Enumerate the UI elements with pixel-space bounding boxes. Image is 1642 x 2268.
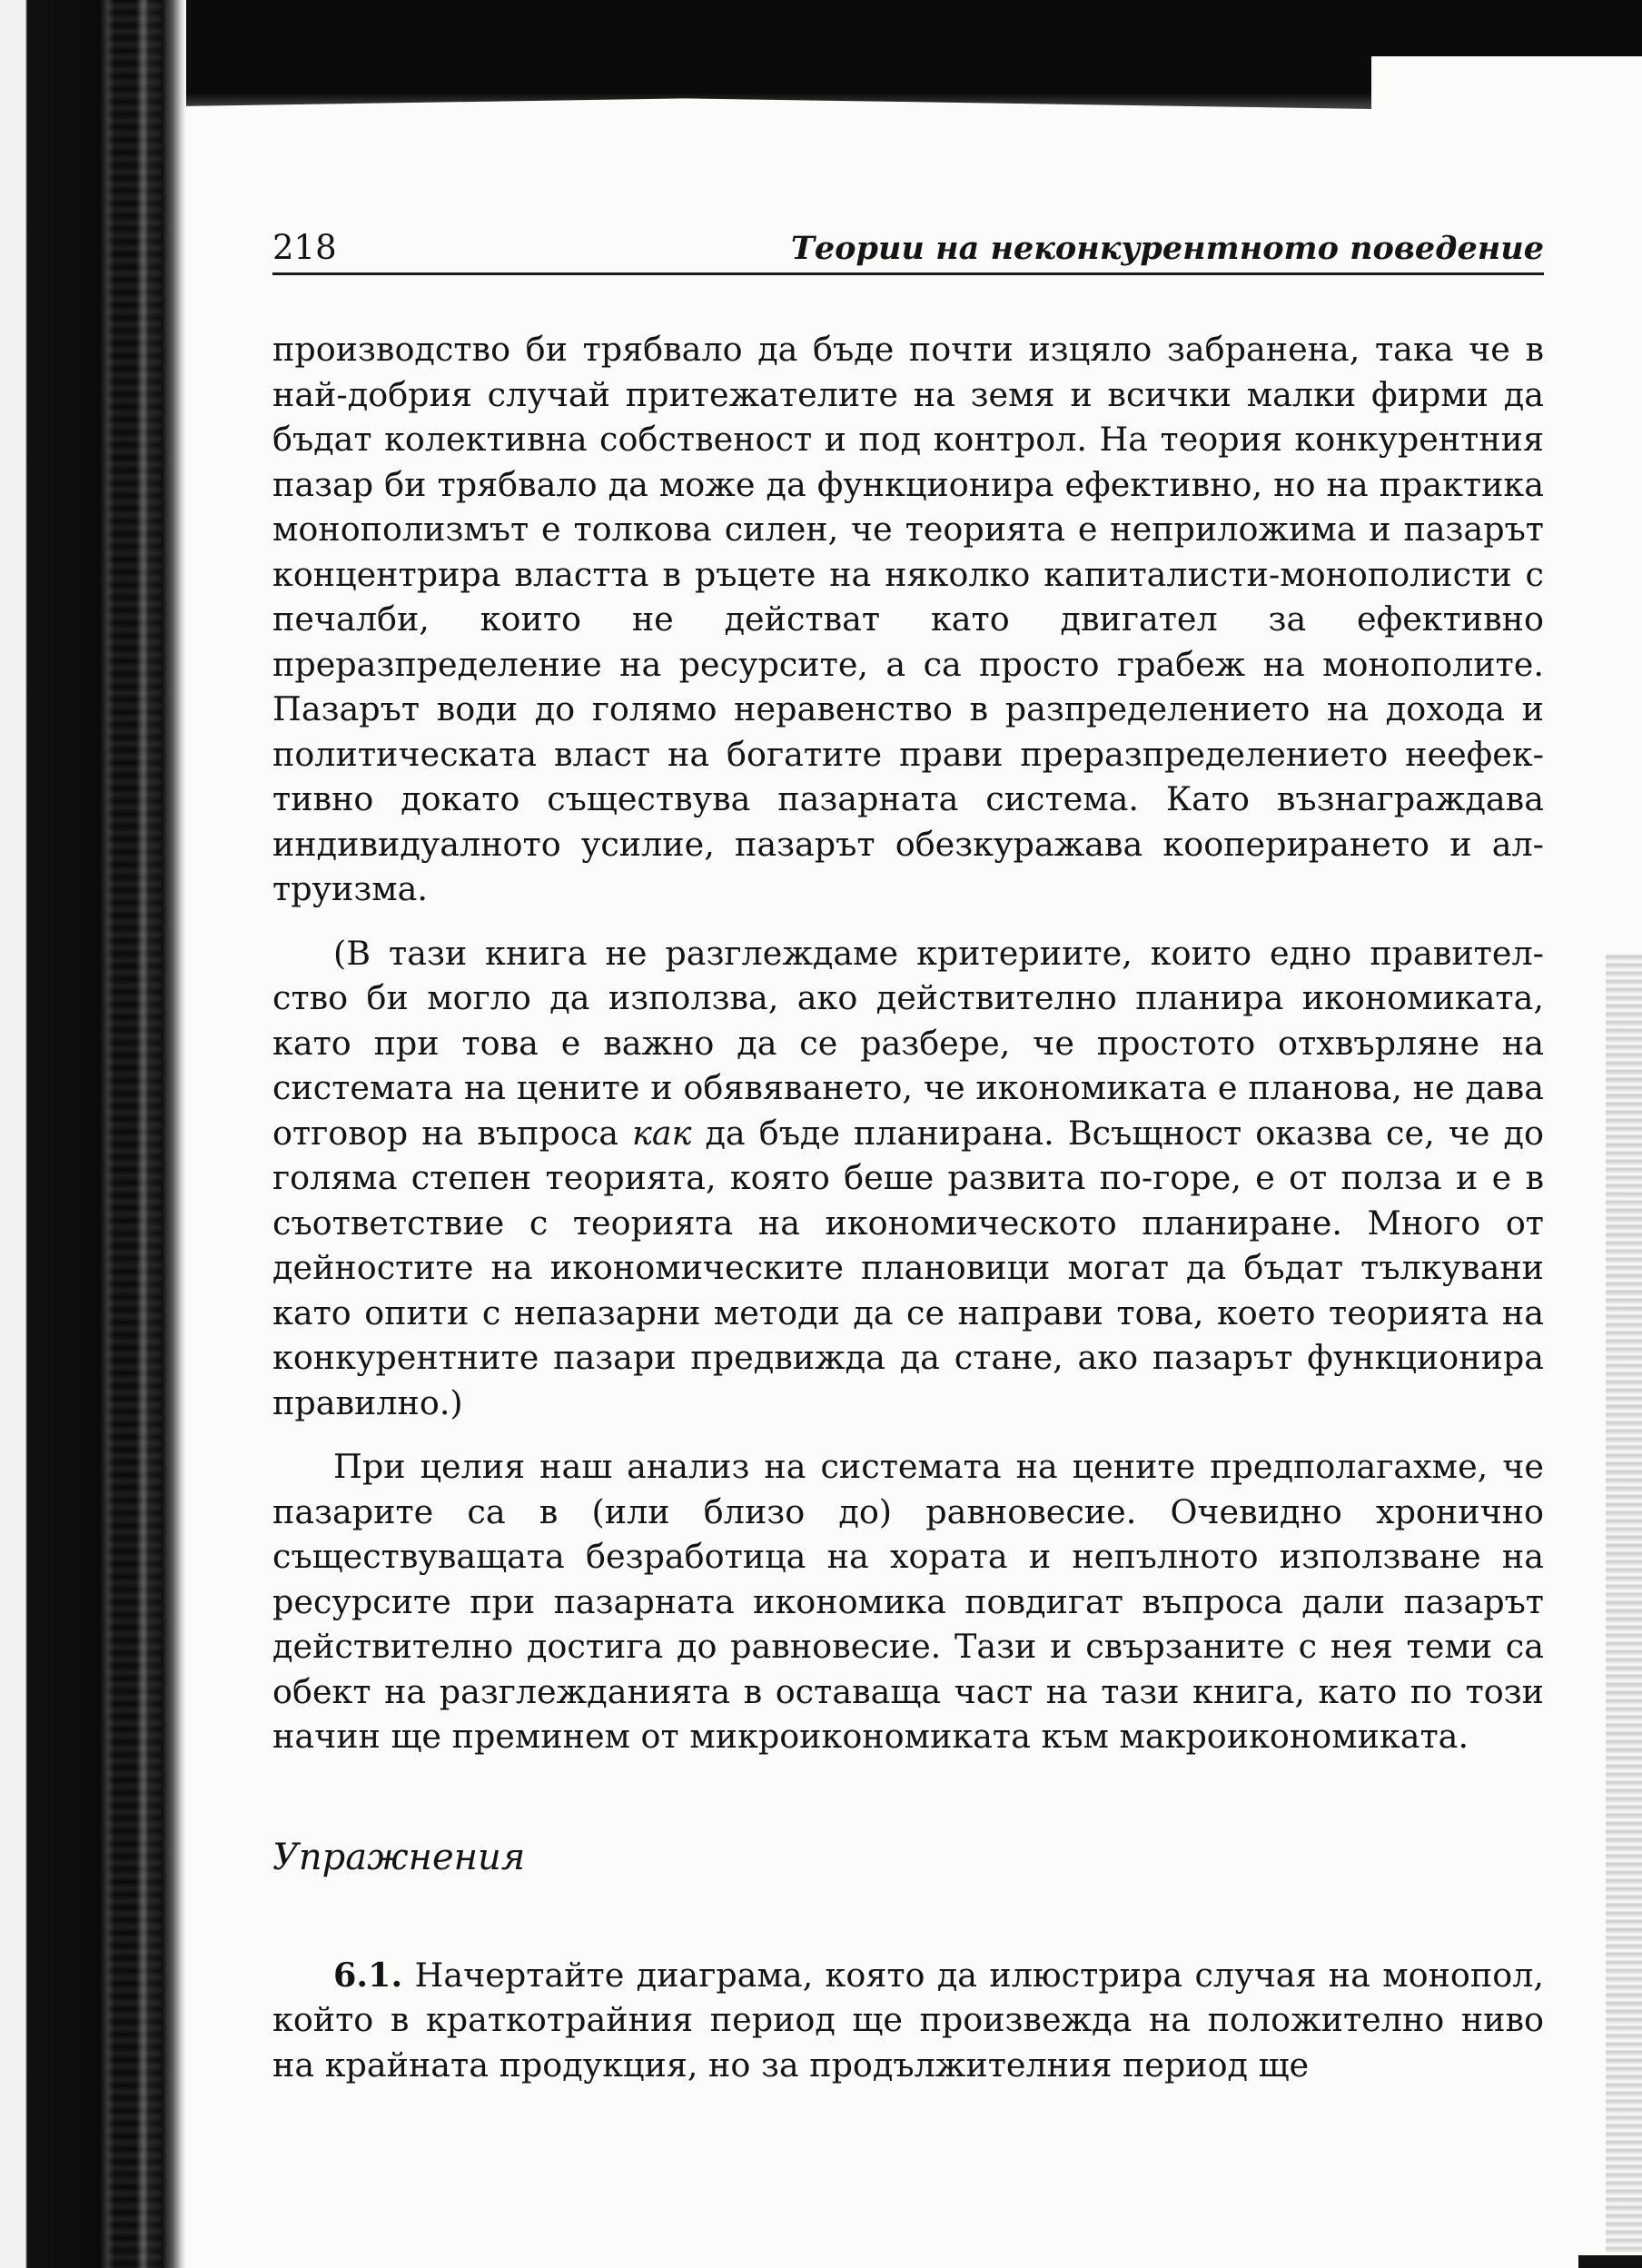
scan-top-shadow [0, 56, 1371, 109]
running-header [272, 227, 1544, 275]
scan-book-spine-edge [0, 0, 186, 2268]
page-body [272, 327, 1544, 2106]
paragraph-2-part-2: да бъде планирана. Всъщност оказва се, че до голяма степен теорията, която беше развита по-горе, е от полза и е в съответствие с теорията на икономическото планиране. Много от дейностите на икономическите плановици могат да бъдат тълкувани като опити с непазарни методи да се направи това, което теорията на конкурентните пазари предвижда да стане, ако пазарът функционира правилно.) [272, 1113, 1544, 1422]
paragraph-2-part-1: (В тази книга не разглеждаме критериите, които едно правителство би могло да използва, ако действително планира икономиката, като при това е важно да се разбере, че простото отхвърляне на системата на цените и обявяването, че икономиката е планова, не дава отговор на въпроса [272, 933, 1544, 1153]
exercise-number: 6.1. [333, 1955, 403, 1995]
paragraph-1: производство би трябвало да бъде почти изцяло забранена, така че в най-добрия случай притежателите на земя и всички малки фирми да бъдат колективна собственост и под контрол. На теория конкурентния пазар би трябвало да може да функционира ефективно, но на практика монополизмът е толкова силен, че теорията е неприложима и пазарът концентрира властта в ръцете на няколко капиталисти-монополисти с печалби, които не действат като двигател за ефективно преразпределение на ресурсите, а са просто грабеж на монополите. Пазарът води до голямо неравенство в разпределението на дохода и политическата власт на богатите прави преразпределението неефективно докато съществува пазарната система. Като възнаграждава индивидуалното усилие, пазарът обезкуражава кооперирането и алтруизма. [272, 330, 1544, 908]
scan-right-edge-marks [1606, 954, 1642, 2253]
paragraph-3: При целия наш анализ на системата на цените предполагахме, че пазарите са в (или близо до) равновесие. Очевидно хронично съществуващата безработица на хората и непълното използване на ресурсите при пазарната икономика повдигат въпроса дали пазарът действително достига до равновесие. Тази и свързаните с нея теми са обект на разглежданията в оставаща част на тази книга, като по този начин ще преминем от микроикономиката към макроикономиката. [272, 1447, 1544, 1756]
exercise-text: Начертайте диаграма, която да илюстрира случая на монопол, който в краткотрайния период ще произвежда на положително ниво на крайната продукция, но за продължителния период ще [272, 1955, 1544, 2085]
page-number: 218 [272, 228, 337, 267]
exercises-heading: Упражнения [272, 1836, 526, 1878]
paragraph-2 [272, 931, 1544, 1426]
exercise-item [272, 1953, 1544, 2088]
scan-top-border [0, 0, 1642, 56]
emphasis-word: как [632, 1113, 692, 1153]
running-title: Теории на неконкурентното поведение [790, 230, 1544, 267]
scan-bottom-corner [1578, 2255, 1642, 2268]
